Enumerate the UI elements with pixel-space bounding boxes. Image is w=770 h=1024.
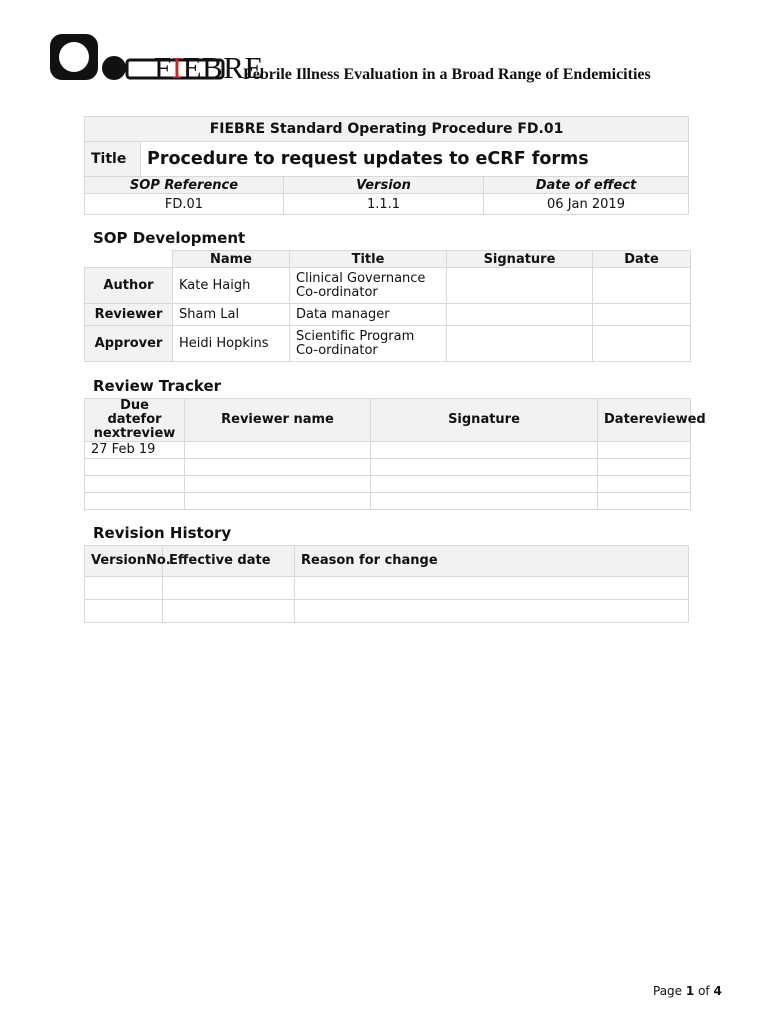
signature-cell: [371, 493, 598, 510]
date-of-effect-header: Date of effect: [484, 177, 689, 194]
reviewer-signature: [447, 304, 593, 326]
reviewer-date: [593, 304, 691, 326]
table-row: [85, 493, 691, 510]
title-label: Title: [85, 142, 141, 177]
sop-reference-header: SOP Reference: [85, 177, 284, 194]
due-date-header: Due datefor nextreview: [85, 399, 185, 442]
table-row: [85, 577, 689, 600]
approver-title: Scientific Program Co-ordinator: [290, 326, 447, 362]
table-row: [85, 442, 691, 459]
reason-for-change-header: Reason for change: [295, 546, 689, 577]
approver-name: Heidi Hopkins: [173, 326, 290, 362]
date-reviewed-header: Datereviewed: [598, 399, 691, 442]
table-row: [85, 600, 689, 623]
table-row: [85, 476, 691, 493]
version-header: Version: [284, 177, 484, 194]
review-tracker-table: [84, 398, 706, 510]
reviewer-name-cell: [185, 476, 371, 493]
approver-date: [593, 326, 691, 362]
reviewer-name-header: Reviewer name: [185, 399, 371, 442]
version-no-header: VersionNo.: [85, 546, 163, 577]
date-reviewed-cell: [598, 476, 691, 493]
effective-date-cell: [163, 577, 295, 600]
sop-development-heading: SOP Development: [93, 229, 246, 247]
sop-summary-table: [84, 116, 689, 215]
revision-history-table: [84, 545, 689, 623]
review-tracker-heading: Review Tracker: [93, 377, 222, 395]
signature-cell: [371, 442, 598, 459]
sop-development-table: [84, 250, 691, 362]
reviewer-title: Data manager: [290, 304, 447, 326]
reviewer-name-cell: [185, 459, 371, 476]
header-tagline: Febrile Illness Evaluation in a Broad Range of Endemicities: [243, 66, 651, 83]
name-header: Name: [173, 251, 290, 268]
due-date-cell: [85, 459, 185, 476]
author-date: [593, 268, 691, 304]
sop-title: Procedure to request updates to eCRF forms: [141, 142, 689, 177]
date-header: Date: [593, 251, 691, 268]
reviewer-role: Reviewer: [85, 304, 173, 326]
effective-date-header: Effective date: [163, 546, 295, 577]
table-row: [85, 459, 691, 476]
reviewer-name: Sham Lal: [173, 304, 290, 326]
title-header: Title: [290, 251, 447, 268]
version-no-cell: [85, 600, 163, 623]
reason-cell: [295, 577, 689, 600]
version-value: 1.1.1: [284, 194, 484, 215]
author-name: Kate Haigh: [173, 268, 290, 304]
signature-cell: [371, 476, 598, 493]
due-date-cell: [85, 476, 185, 493]
due-date-cell: 27 Feb 19: [85, 442, 185, 459]
date-reviewed-cell: [598, 459, 691, 476]
approver-signature: [447, 326, 593, 362]
tracker-signature-header: Signature: [371, 399, 598, 442]
approver-role: Approver: [85, 326, 173, 362]
sop-reference-value: FD.01: [85, 194, 284, 215]
date-of-effect-value: 06 Jan 2019: [484, 194, 689, 215]
author-signature: [447, 268, 593, 304]
signature-cell: [371, 459, 598, 476]
date-reviewed-cell: [598, 493, 691, 510]
author-role: Author: [85, 268, 173, 304]
due-date-cell: [85, 493, 185, 510]
effective-date-cell: [163, 600, 295, 623]
date-reviewed-cell: [598, 442, 691, 459]
revision-history-heading: Revision History: [93, 524, 232, 542]
logo-wordmark: FIEBRE: [154, 50, 264, 85]
version-no-cell: [85, 577, 163, 600]
fiebre-logo: [48, 30, 264, 85]
reason-cell: [295, 600, 689, 623]
reviewer-name-cell: [185, 442, 371, 459]
author-title: Clinical Governance Co-ordinator: [290, 268, 447, 304]
page-number: Page 1 of 4: [653, 984, 722, 998]
reviewer-name-cell: [185, 493, 371, 510]
sop-banner: FIEBRE Standard Operating Procedure FD.01: [85, 117, 689, 142]
signature-header: Signature: [447, 251, 593, 268]
blank-header-cell: [85, 251, 173, 268]
